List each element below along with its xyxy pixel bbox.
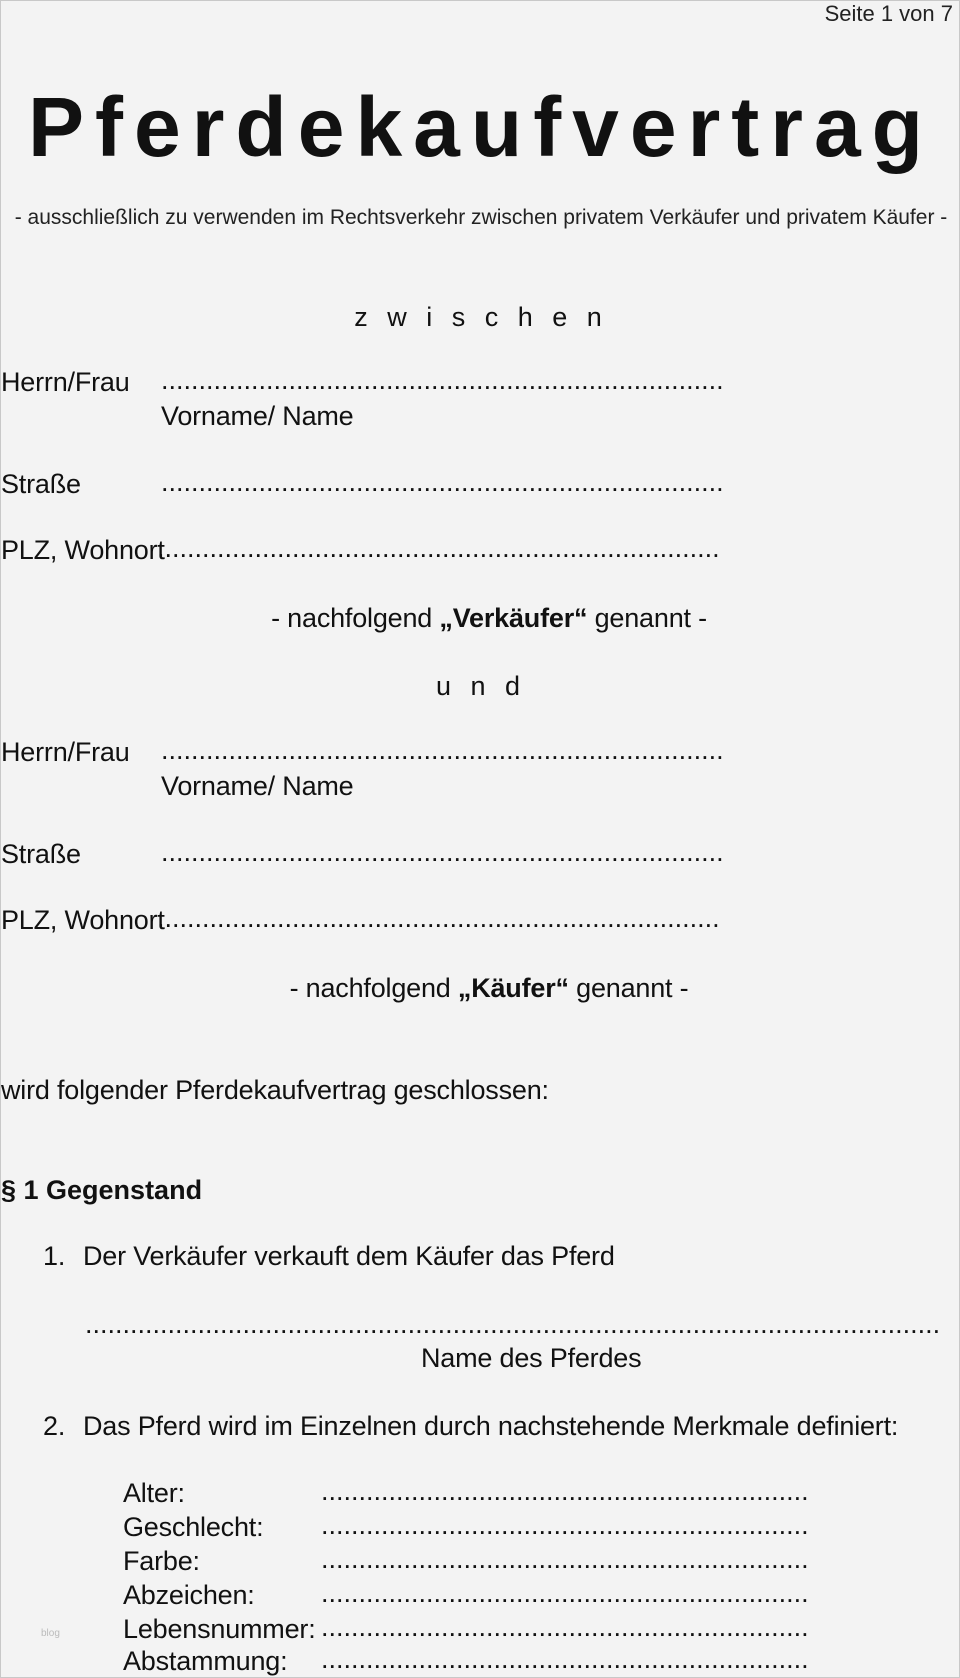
seller-city-field[interactable]: ........................................................................... xyxy=(157,533,720,563)
seller-note-prefix: - nachfolgend xyxy=(271,603,440,633)
seller-street-field[interactable]: ........................................................................... xyxy=(161,467,724,497)
between-label: z w i s c h e n xyxy=(354,302,608,332)
and-label: u n d xyxy=(435,671,527,701)
seller-name-caption: Vorname/ Name xyxy=(161,401,354,431)
seller-salutation-label: Herrn/Frau xyxy=(1,367,130,397)
watermark: blog xyxy=(41,1628,60,1639)
feature-field[interactable]: ................................................................. xyxy=(321,1578,809,1608)
feature-label: Geschlecht: xyxy=(123,1512,264,1542)
buyer-note-role: „Käufer“ xyxy=(457,973,569,1003)
seller-street-label: Straße xyxy=(1,469,81,499)
seller-note-suffix: genannt - xyxy=(587,603,707,633)
document-subtitle: - ausschließlich zu verwenden im Rechtsverkehr zwischen privatem Verkäufer und privatem Käufer - xyxy=(14,206,948,229)
section1-item2-text: Das Pferd wird im Einzelnen durch nachstehende Merkmale definiert: xyxy=(83,1411,899,1441)
section1-item2-number: 2. xyxy=(43,1411,66,1441)
seller-name-field[interactable]: ........................................................................... xyxy=(161,365,724,395)
contract-intro: wird folgender Pferdekaufvertrag geschlossen: xyxy=(1,1075,549,1105)
page-number: Seite 1 von 7 xyxy=(824,1,953,26)
feature-label: Abstammung: xyxy=(123,1646,288,1676)
buyer-street-field[interactable]: ........................................................................... xyxy=(161,837,724,867)
seller-city-label: PLZ, Wohnort xyxy=(1,535,165,565)
feature-label: Abzeichen: xyxy=(123,1580,255,1610)
feature-field[interactable]: ................................................................. xyxy=(321,1644,809,1674)
buyer-street-label: Straße xyxy=(1,839,81,869)
horse-name-caption: Name des Pferdes xyxy=(421,1343,642,1373)
section1-item1-number: 1. xyxy=(43,1241,66,1271)
document-title: Pferdekaufvertrag xyxy=(28,80,934,174)
seller-note-role: „Verkäufer“ xyxy=(439,603,588,633)
feature-label: Lebensnummer: xyxy=(123,1614,316,1644)
feature-field[interactable]: ................................................................. xyxy=(321,1612,809,1642)
feature-field[interactable]: ................................................................. xyxy=(321,1510,809,1540)
feature-field[interactable]: ................................................................. xyxy=(321,1476,809,1506)
buyer-city-label: PLZ, Wohnort xyxy=(1,905,165,935)
buyer-role-note xyxy=(1,973,960,1004)
horse-name-field[interactable]: .................................................................................................................. xyxy=(85,1309,941,1339)
buyer-name-caption: Vorname/ Name xyxy=(161,771,354,801)
buyer-city-field[interactable]: ........................................................................... xyxy=(157,903,720,933)
feature-label: Farbe: xyxy=(123,1546,200,1576)
section1-heading: § 1 Gegenstand xyxy=(1,1175,203,1205)
section1-item1-text: Der Verkäufer verkauft dem Käufer das Pferd xyxy=(83,1241,615,1271)
feature-label: Alter: xyxy=(123,1478,185,1508)
seller-role-note xyxy=(1,603,960,634)
buyer-name-field[interactable]: ........................................................................... xyxy=(161,735,724,765)
feature-field[interactable]: ................................................................. xyxy=(321,1544,809,1574)
buyer-note-prefix: - nachfolgend xyxy=(289,973,458,1003)
buyer-salutation-label: Herrn/Frau xyxy=(1,737,130,767)
buyer-note-suffix: genannt - xyxy=(568,973,689,1003)
